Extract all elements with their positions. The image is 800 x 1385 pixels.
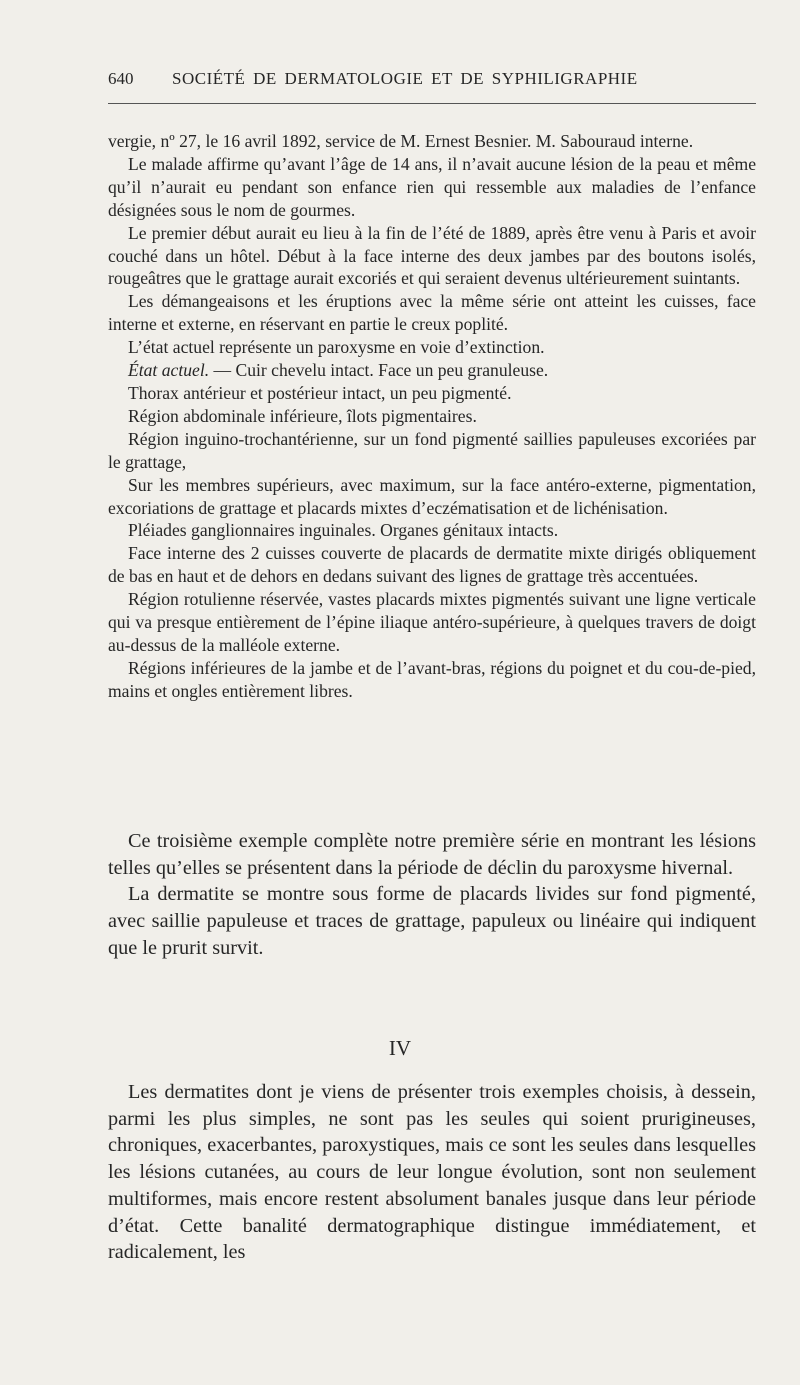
paragraph: Le malade affirme qu’avant l’âge de 14 ans, il n’avait aucune lésion de la peau et même qu’il n’aurait eu pendant son enfance rien qui ressemble aux maladies de l’enfance désignées sous le nom de gourmes.	[108, 153, 756, 220]
paragraph: Le premier début aurait eu lieu à la fin de l’été de 1889, après être venu à Paris et avoir couché dans un hôtel. Début à la face interne des deux jambes par des boutons isolés, rougeâtres que le grattage aurait excoriés et qui seraient devenus ultérieurement suintants.	[108, 222, 756, 289]
running-header	[108, 69, 756, 89]
paragraph: Région inguino-trochantérienne, sur un fond pigmenté saillies papuleuses excoriées par le grattage,	[108, 428, 756, 472]
running-title: SOCIÉTÉ DE DERMATOLOGIE ET DE SYPHILIGRAPHIE	[172, 69, 638, 88]
paragraph: Ce troisième exemple complète notre première série en montrant les lésions telles qu’elles se présentent dans la période de déclin du paroxysme hivernal.	[108, 830, 756, 879]
etat-actuel-text: — Cuir chevelu intact. Face un peu granuleuse.	[209, 360, 549, 381]
paragraph: Les dermatites dont je viens de présenter trois exemples choisis, à dessein, parmi les plus simples, ne sont pas les seules qui soient prurigineuses, chroniques, exacerbantes, paroxystiques, mais ce sont les seules dans lesquelles les lésions cutanées, au cours de leur longue évolution, sont non seulement multiformes, mais encore restent absolument banales jusque dans leur période d’état. Cette banalité dermatographique distingue immédiatement, et radicalement, les	[108, 1081, 756, 1264]
etat-actuel-label: État actuel.	[128, 360, 210, 381]
paragraph: Thorax antérieur et postérieur intact, un peu pigmenté.	[128, 382, 512, 403]
paragraph: Région abdominale inférieure, îlots pigmentaires.	[128, 405, 477, 426]
section-body	[108, 1079, 756, 1266]
page-number: 640	[108, 69, 134, 88]
paragraph: Face interne des 2 cuisses couverte de placards de dermatite mixte dirigés obliquement de bas en haut et de dehors en dedans suivant des lignes de grattage très accentuées.	[108, 543, 756, 587]
paragraph: Sur les membres supérieurs, avec maximum, sur la face antéro-externe, pigmentation, excoriations de grattage et placards mixtes d’eczématisation et de lichénisation.	[108, 474, 756, 518]
paragraph: Pléiades ganglionnaires inguinales. Organes génitaux intacts.	[128, 520, 559, 541]
paragraph: La dermatite se montre sous forme de placards livides sur fond pigmenté, avec saillie papuleuse et traces de grattage, papuleux ou linéaire qui indiquent que le prurit survit.	[108, 883, 756, 959]
paragraph: Les démangeaisons et les éruptions avec la même série ont atteint les cuisses, face interne et externe, en réservant en partie le creux poplité.	[108, 291, 756, 335]
paragraph: vergie, nº 27, le 16 avril 1892, service de M. Ernest Besnier. M. Sabouraud interne.	[108, 131, 694, 151]
header-rule	[108, 103, 756, 104]
paragraph: Régions inférieures de la jambe et de l’avant-bras, régions du poignet et du cou-de-pied, mains et ongles entièrement libres.	[108, 657, 756, 701]
commentary	[108, 828, 756, 962]
case-observation	[108, 130, 756, 703]
section-heading: IV	[388, 1036, 412, 1060]
paragraph: Région rotulienne réservée, vastes placards mixtes pigmentés suivant une ligne verticale qui va presque entièrement de l’épine iliaque antéro-supérieure, à quelques travers de doigt au-dessus de la malléole externe.	[108, 589, 756, 655]
paragraph-etat-actuel	[108, 359, 756, 382]
paragraph: L’état actuel représente un paroxysme en voie d’extinction.	[128, 337, 545, 358]
